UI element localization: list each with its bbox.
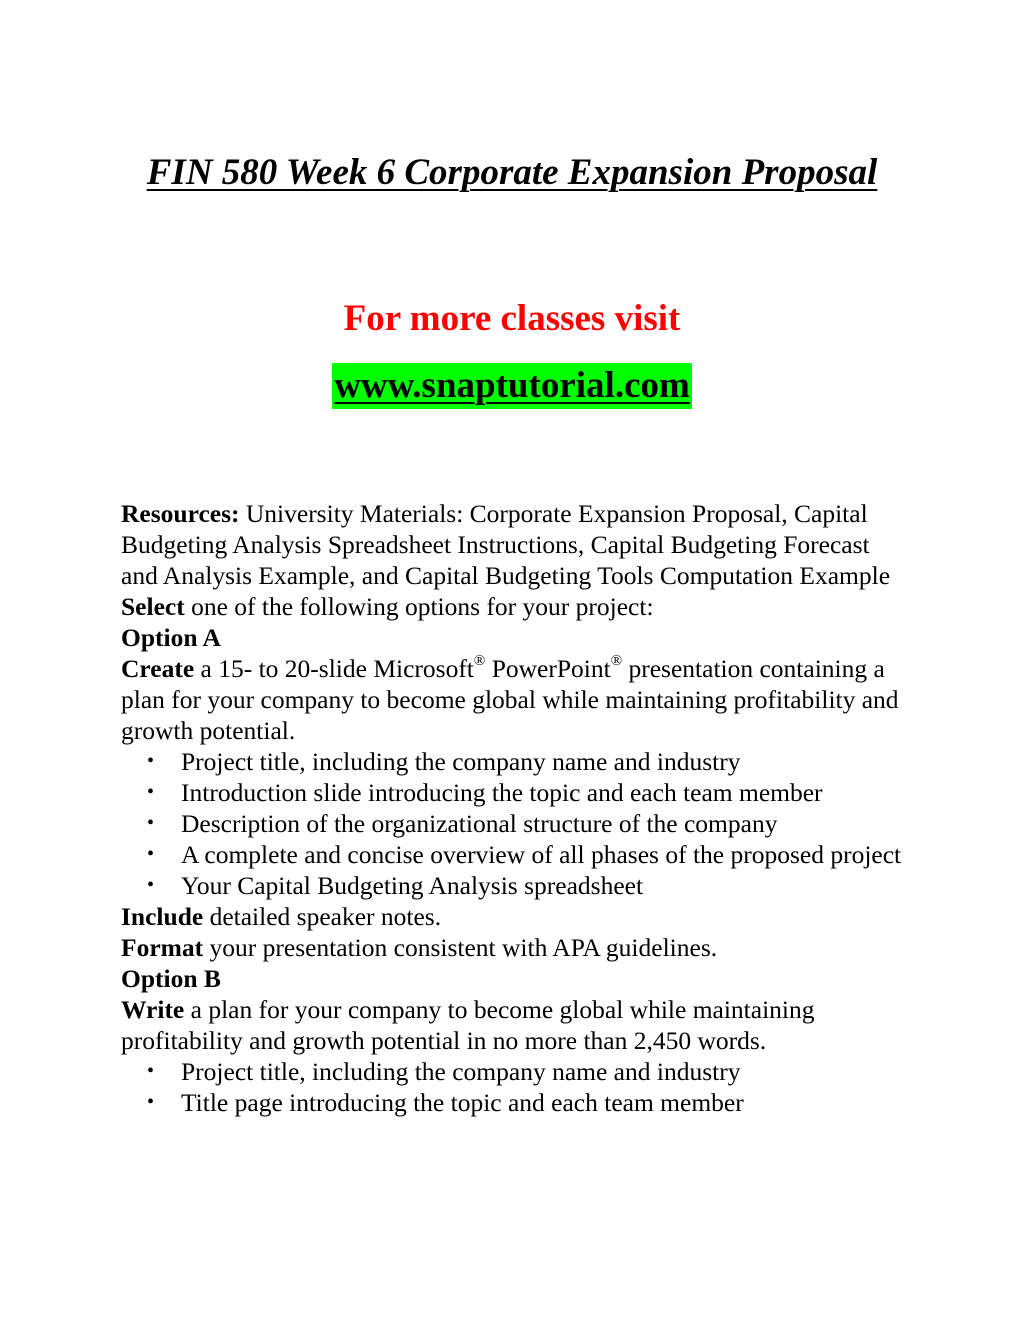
site-link-container	[0, 363, 1024, 409]
list-item: • Description of the organizational structure of the company	[181, 808, 911, 839]
select-paragraph	[121, 591, 911, 622]
site-link[interactable]: www.snaptutorial.com	[332, 363, 692, 409]
format-label: Format	[121, 933, 204, 962]
resources-paragraph	[121, 498, 911, 591]
option-a-create-paragraph: Create a 15- to 20-slide Microsoft® PowerPoint® presentation containing a plan for your company to become global while maintaining profitability and growth potential.	[121, 652, 899, 745]
include-paragraph: Include detailed speaker notes.	[121, 902, 442, 931]
create-label: Create	[121, 654, 195, 683]
document-body	[121, 498, 911, 1118]
list-item: • Project title, including the company name and industry	[181, 746, 911, 777]
format-paragraph: Format your presentation consistent with APA guidelines.	[121, 933, 718, 962]
write-label: Write	[121, 995, 185, 1024]
option-a-heading: Option A	[121, 623, 221, 652]
select-text: one of the following options for your project:	[184, 592, 654, 621]
option-b-write-paragraph: Write a plan for your company to become global while maintaining profitability and growth potential in no more than 2,450 words.	[121, 995, 815, 1055]
list-item: • Introduction slide introducing the topic and each team member	[181, 777, 911, 808]
list-item: • Project title, including the company name and industry	[181, 1056, 911, 1087]
registered-mark: ®	[473, 652, 486, 669]
option-a-bullet-list	[121, 746, 911, 901]
option-b-bullet-list	[121, 1056, 911, 1118]
registered-mark: ®	[610, 652, 623, 669]
list-item: • A complete and concise overview of all phases of the proposed project	[181, 839, 911, 870]
resources-label: Resources:	[121, 499, 240, 528]
resources-text: University Materials: Corporate Expansion Proposal, Capital Budgeting Analysis Spreadsheet Instructions, Capital Budgeting Forecast and Analysis Example, and Capital Budgeting Tools Computation Example	[121, 499, 891, 590]
document-title: FIN 580 Week 6 Corporate Expansion Proposal	[146, 152, 878, 193]
list-item: • Title page introducing the topic and each team member	[181, 1087, 911, 1118]
promo-text: For more classes visit	[343, 298, 681, 339]
select-label: Select	[121, 592, 185, 621]
list-item: • Your Capital Budgeting Analysis spreadsheet	[181, 870, 911, 901]
include-label: Include	[121, 902, 204, 931]
option-b-heading: Option B	[121, 964, 221, 993]
